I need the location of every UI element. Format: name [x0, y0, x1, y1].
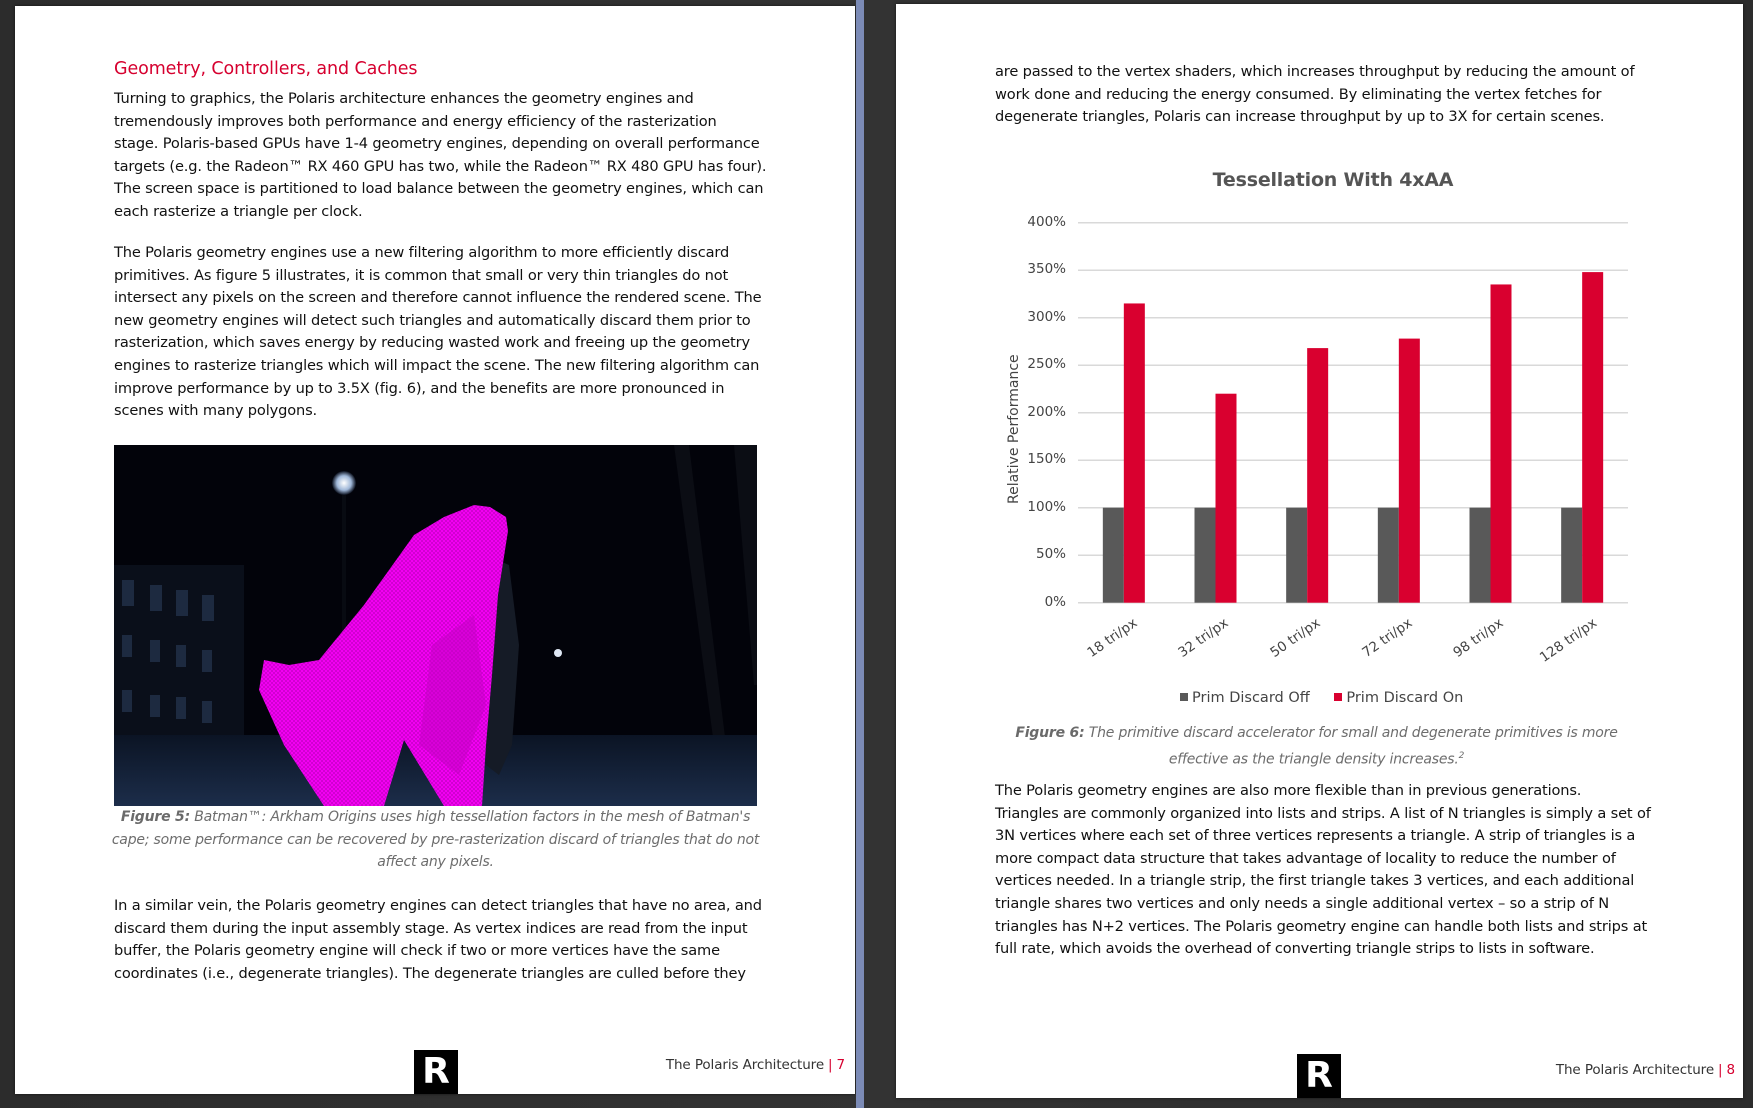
- footer-title: The Polaris Architecture: [1555, 1062, 1715, 1078]
- paragraph-filtering-algorithm: [114, 242, 761, 423]
- figure-6-caption: [985, 722, 1648, 771]
- section-heading: Geometry, Controllers, and Caches: [114, 59, 418, 79]
- text-line: tremendously improves both performance and energy efficiency of the rasterization: [114, 112, 717, 130]
- caption-text: Batman™: Arkham Origins uses high tessellation factors in the mesh of Batman's: [190, 809, 751, 825]
- legend-item-prim-discard-on: [1334, 690, 1463, 706]
- text-line: engines to rasterize triangles which will impact the scene. The new filtering algorithm can: [114, 356, 760, 374]
- caption-text: The primitive discard accelerator for small and degenerate primitives is more: [1084, 725, 1618, 741]
- legend-swatch: [1334, 693, 1342, 701]
- y-tick-label: 50%: [1035, 546, 1066, 563]
- text-line: intersect any pixels on the screen and therefore cannot influence the rendered scene. The: [114, 289, 762, 307]
- text-line: new geometry engines will detect such triangles and automatically discard them prior to: [114, 311, 751, 329]
- chart-title: Tessellation With 4xAA: [1212, 169, 1454, 191]
- text-line: are passed to the vertex shaders, which increases throughput by reducing the amount of: [995, 63, 1635, 80]
- chart-legend: [1180, 690, 1483, 706]
- text-line: scenes with many polygons.: [114, 402, 318, 420]
- figure-6-label: Figure 6:: [1015, 725, 1085, 741]
- text-line: each rasterize a triangle per clock.: [114, 202, 363, 220]
- paragraph-degenerate-triangles: [114, 895, 762, 985]
- text-line: stage. Polaris-based GPUs have 1-4 geometry engines, depending on overall performance: [114, 135, 760, 153]
- bar-prim-discard-off: [1470, 508, 1491, 603]
- radeon-logo-icon: R: [414, 1050, 458, 1094]
- text-line: improve performance by up to 3.5X (fig. 6), and the benefits are more pronounced in: [114, 379, 725, 397]
- page-number: 8: [1726, 1062, 1735, 1078]
- y-tick-label: 250%: [1027, 356, 1066, 373]
- y-tick-label: 0%: [1044, 593, 1066, 610]
- text-line: The Polaris geometry engines use a new filtering algorithm to more efficiently discard: [114, 244, 730, 261]
- text-line: rasterization, which saves energy by reducing wasted work and freeing up the geometry: [114, 334, 750, 352]
- text-line: Triangles are commonly organized into lists and strips. A list of N triangles is simply a set of: [995, 804, 1651, 822]
- text-line: In a similar vein, the Polaris geometry engines can detect triangles that have no area, and: [114, 897, 762, 914]
- figure-5-batman-cape-image: [114, 445, 757, 806]
- bar-prim-discard-off: [1195, 508, 1216, 603]
- caption-text: affect any pixels.: [377, 854, 494, 871]
- bar-prim-discard-on: [1582, 272, 1603, 603]
- radeon-logo-icon: R: [1297, 1054, 1341, 1098]
- x-tick-label: 32 tri/px: [1175, 614, 1232, 661]
- page-footer: The Polaris Architecture | 7: [665, 1057, 845, 1073]
- page-7: [15, 6, 855, 1094]
- x-tick-label: 98 tri/px: [1450, 614, 1507, 661]
- x-tick-label: 72 tri/px: [1359, 614, 1416, 661]
- y-tick-label: 150%: [1027, 451, 1066, 468]
- text-line: vertices needed. In a triangle strip, the first triangle takes 3 vertices, and each additional: [995, 872, 1635, 890]
- y-axis-label: Relative Performance: [1006, 354, 1022, 504]
- figure-5-label: Figure 5:: [120, 809, 190, 825]
- legend-label: Prim Discard Off: [1192, 690, 1310, 706]
- legend-item-prim-discard-off: [1180, 690, 1310, 706]
- text-line: degenerate triangles, Polaris can increase throughput by up to 3X for certain scenes.: [995, 108, 1605, 126]
- x-tick-label: 50 tri/px: [1267, 614, 1324, 661]
- caption-text: cape; some performance can be recovered by pre-rasterization discard of triangles that do not: [111, 831, 760, 848]
- legend-label: Prim Discard On: [1346, 690, 1464, 706]
- text-line: coordinates (i.e., degenerate triangles). The degenerate triangles are culled before they: [114, 964, 746, 982]
- bar-prim-discard-off: [1378, 508, 1399, 603]
- text-line: The screen space is partitioned to load balance between the geometry engines, which can: [114, 180, 764, 198]
- y-tick-label: 100%: [1027, 498, 1066, 515]
- caption-text: effective as the triangle density increases.: [1168, 751, 1459, 768]
- text-line: work done and reducing the energy consumed. By eliminating the vertex fetches for: [995, 85, 1602, 103]
- batman-scene-illustration: [114, 445, 757, 806]
- page-separator: [856, 0, 864, 1108]
- bar-prim-discard-on: [1216, 394, 1237, 603]
- bar-prim-discard-on: [1307, 348, 1328, 603]
- footnote-marker[interactable]: 2: [1458, 750, 1465, 761]
- page-number: 7: [836, 1057, 845, 1073]
- x-tick-label: 18 tri/px: [1084, 614, 1141, 661]
- bar-prim-discard-off: [1561, 508, 1582, 603]
- x-tick-label: 128 tri/px: [1537, 614, 1601, 666]
- footer-title: The Polaris Architecture: [665, 1057, 825, 1073]
- y-tick-label: 300%: [1027, 308, 1066, 325]
- text-line: The Polaris geometry engines are also more flexible than in previous generations.: [995, 782, 1582, 799]
- page-8: [896, 4, 1743, 1098]
- y-tick-label: 400%: [1027, 213, 1066, 230]
- y-tick-label: 350%: [1027, 261, 1066, 278]
- figure-5-caption: [104, 806, 767, 874]
- text-line: buffer, the Polaris geometry engine will check if two or more vertices have the same: [114, 942, 720, 960]
- paragraph-lists-and-strips: [995, 780, 1651, 961]
- legend-swatch: [1180, 693, 1188, 701]
- paragraph-geometry-intro: [114, 88, 766, 224]
- bar-prim-discard-on: [1491, 284, 1512, 602]
- text-line: full rate, which avoids the overhead of converting triangle strips to lists in software.: [995, 940, 1595, 958]
- bar-prim-discard-off: [1103, 508, 1124, 603]
- text-line: 3N vertices where each set of three vertices represents a triangle. A strip of triangles is a: [995, 827, 1636, 845]
- text-line: targets (e.g. the Radeon™ RX 460 GPU has two, while the Radeon™ RX 480 GPU has four).: [114, 157, 767, 175]
- text-line: Turning to graphics, the Polaris architecture enhances the geometry engines and: [114, 90, 694, 107]
- text-line: triangles has N+2 vertices. The Polaris geometry engine can handle both lists and strips at: [995, 917, 1648, 935]
- bar-prim-discard-off: [1286, 508, 1307, 603]
- text-line: primitives. As figure 5 illustrates, it is common that small or very thin triangles do not: [114, 266, 729, 284]
- text-line: more compact data structure that takes advantage of locality to reduce the number of: [995, 849, 1616, 867]
- bar-prim-discard-on: [1399, 339, 1420, 603]
- text-line: discard them during the input assembly stage. As vertex indices are read from the input: [114, 919, 748, 937]
- y-tick-label: 200%: [1027, 403, 1066, 420]
- page-footer: The Polaris Architecture | 8: [1555, 1062, 1735, 1078]
- text-line: triangle shares two vertices and only needs a single additional vertex – so a strip of N: [995, 894, 1610, 912]
- bar-prim-discard-on: [1124, 303, 1145, 602]
